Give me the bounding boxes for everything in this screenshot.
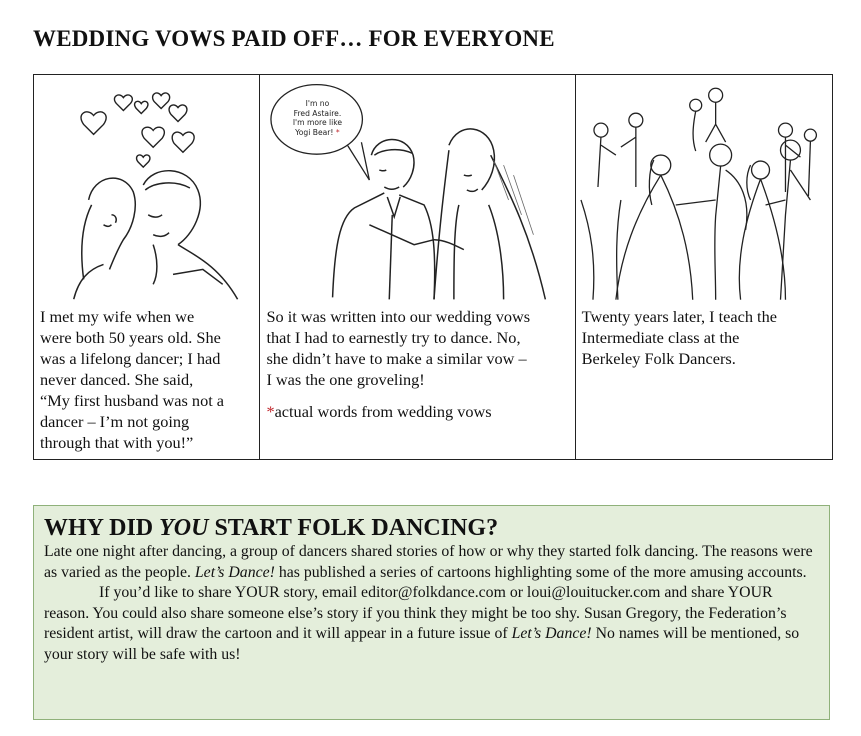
asterisk-marker: * (335, 127, 340, 137)
footnote: *actual words from wedding vows (266, 402, 492, 421)
comic-panel-2 (260, 75, 575, 459)
why-folk-dancing-box (33, 505, 830, 720)
hearts-icon (81, 93, 194, 167)
asterisk-marker: * (266, 402, 275, 421)
page-title: WEDDING VOWS PAID OFF… FOR EVERYONE (33, 26, 555, 51)
panel-3-caption: Twenty years later, I teach the Intermediate class at the Berkeley Folk Dancers. (581, 307, 777, 368)
comic-panel-1 (34, 75, 260, 459)
speech-bubble-text: I'm no Fred Astaire. I'm more like Yogi Bear! * (292, 99, 343, 137)
panel-1-caption: I met my wife when we were both 50 years old. She was a lifelong dancer; I had never danced. She said, “My first husband was not a dancer – I’m not going through that with you!” (40, 307, 225, 452)
comic-panel-3 (576, 75, 832, 459)
comic-strip (33, 74, 833, 460)
couple-hearts-illustration (34, 75, 259, 300)
box-paragraph-1: Late one night after dancing, a group of dancers shared stories of how or why they started folk dancing. The reasons were as varied as the people. Let’s Dance! has published a series of cartoons highlighting some of the more amusing accounts. (44, 543, 813, 581)
box-paragraph-2: If you’d like to share YOUR story, email editor@folkdance.com or loui@louitucker.com and share YOUR reason. You could also share someone else’s story if you think they might be too shy. Susan Gregory, the Federation’s resident artist, will draw the cartoon and it will appear in a future issue of Let’s Dance! No names will be mentioned, so your story will be safe with us! (44, 584, 800, 663)
box-heading: WHY DID YOU START FOLK DANCING? (44, 515, 499, 541)
dancers-illustration (576, 75, 832, 300)
panel-2-caption: So it was written into our wedding vows that I had to earnestly try to dance. No, she didn’t have to make a similar vow – I was the one groveling! *actual words from wedding vows (266, 306, 568, 422)
